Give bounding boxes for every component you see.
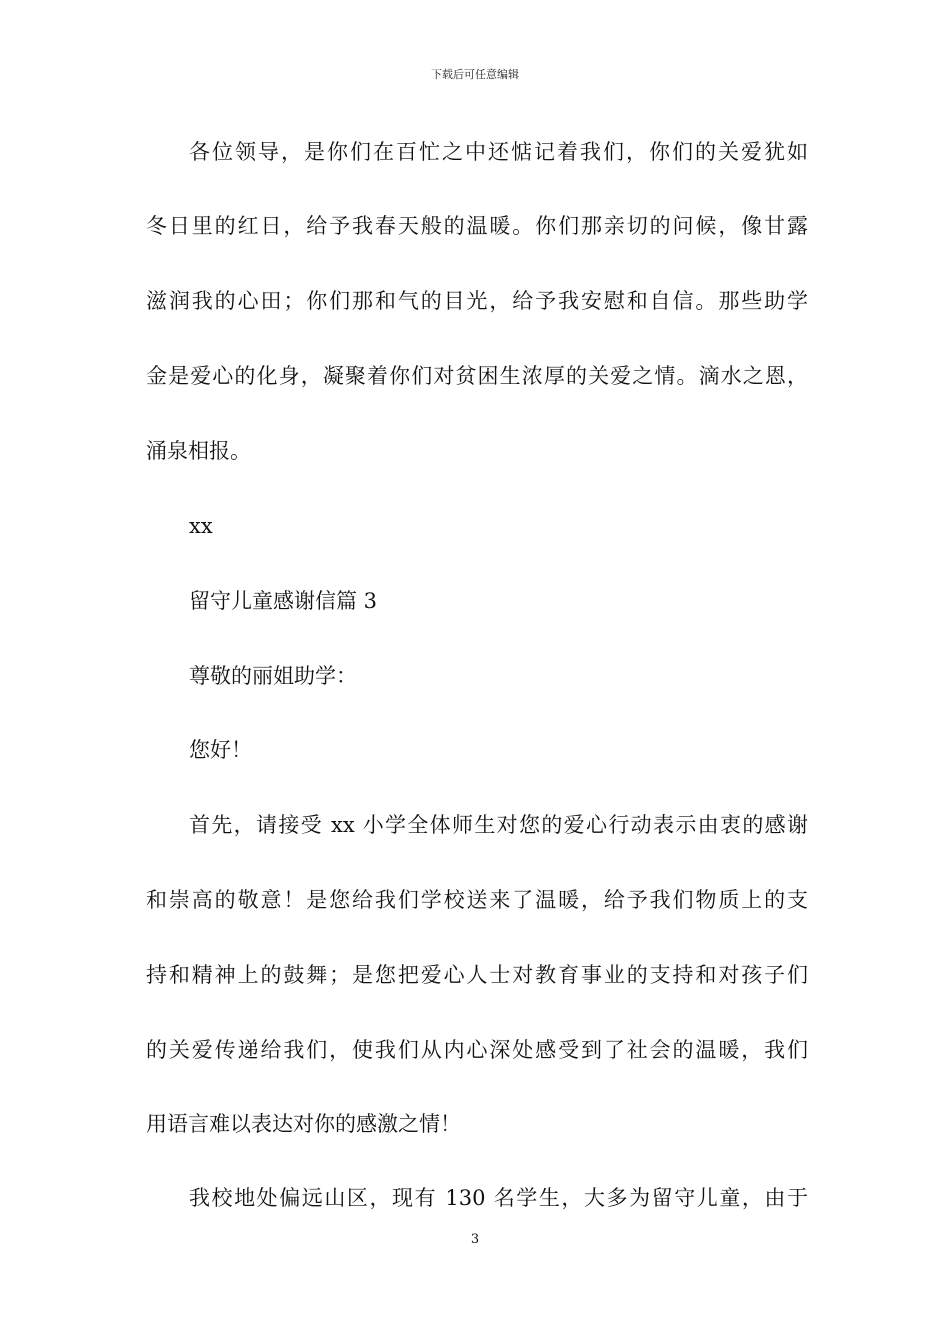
- signature: xx: [189, 514, 213, 538]
- section-title: 留守儿童感谢信篇 3: [189, 589, 378, 613]
- greeting: 您好！: [189, 738, 252, 762]
- paragraph-line: 金是爱心的化身，凝聚着你们对贫困生浓厚的关爱之情。滴水之恩，: [146, 364, 808, 388]
- paragraph-line: 的关爱传递给我们，使我们从内心深处感受到了社会的温暖，我们: [146, 1038, 808, 1062]
- paragraph-line: 滋润我的心田；你们那和气的目光，给予我安慰和自信。那些助学: [146, 289, 808, 313]
- paragraph-line: 冬日里的红日，给予我春天般的温暖。你们那亲切的问候，像甘露: [146, 214, 808, 238]
- paragraph-line: 涌泉相报。: [146, 439, 251, 463]
- paragraph-line: 和崇高的敬意！是您给我们学校送来了温暖，给予我们物质上的支: [146, 888, 808, 912]
- paragraph-line: 我校地处偏远山区，现有 130 名学生，大多为留守儿童，由于: [189, 1186, 808, 1210]
- page-header-note: 下载后可任意编辑: [431, 68, 519, 81]
- paragraph-line: 用语言难以表达对你的感激之情！: [146, 1112, 461, 1136]
- paragraph-line: 首先，请接受 xx 小学全体师生对您的爱心行动表示由衷的感谢: [189, 813, 808, 837]
- paragraph-line: 各位领导，是你们在百忙之中还惦记着我们，你们的关爱犹如: [189, 140, 808, 164]
- salutation: 尊敬的丽姐助学：: [189, 664, 357, 688]
- page-number: 3: [470, 1232, 480, 1247]
- paragraph-line: 持和精神上的鼓舞；是您把爱心人士对教育事业的支持和对孩子们: [146, 963, 808, 987]
